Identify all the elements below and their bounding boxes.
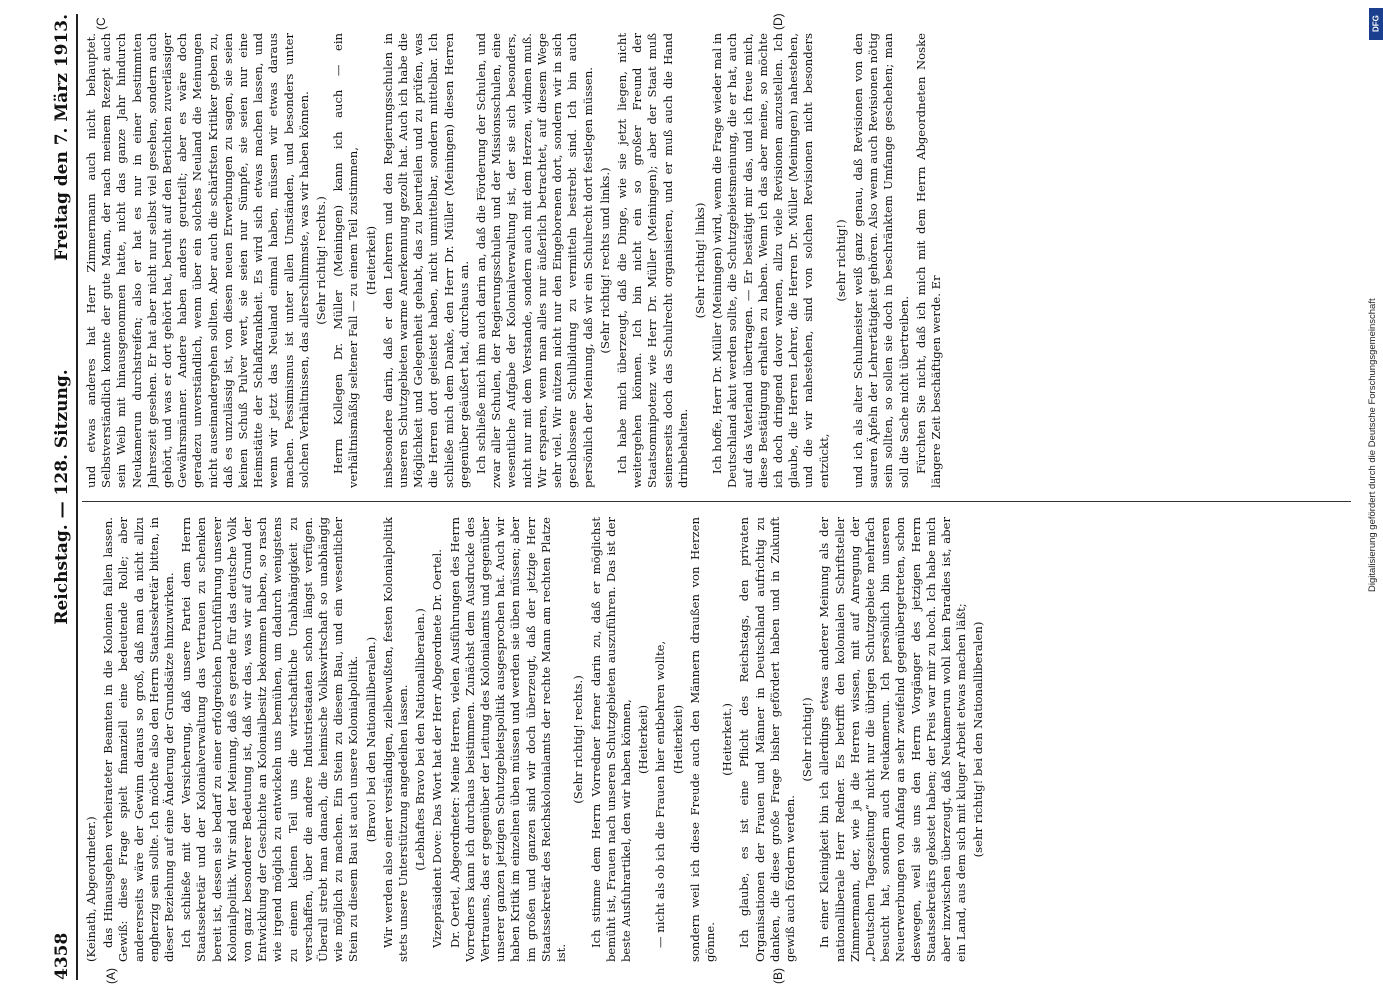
right-paragraph: Ich habe mich überzeugt, daß die Dinge, wie sie jetzt liegen, nicht weitergehen können. Ich bin nicht ein so großer Freund der Staatsomnipotenz wie Herr Dr. Müller (Meiningen); aber der Staat muß seinerseits doch das Schulrecht organisieren, und er muß auch die Hand drinbehalten.: [614, 33, 690, 488]
page-header: [52, 14, 78, 980]
left-paragraph: (Heiterkeit): [636, 704, 651, 775]
left-paragraph: (Keinath, Abgeordneter.): [84, 816, 98, 962]
credit-text: Digitalisierung gefördert durch die Deutsche Forschungsgemeinschaft: [1367, 298, 1378, 592]
left-paragraph: (sehr richtig! bei den Nationalliberalen): [971, 621, 986, 858]
left-paragraph: (Sehr richtig! rechts.): [571, 675, 586, 804]
left-paragraph: — nicht als ob ich die Frauen hier entbehren wollte,: [653, 640, 668, 948]
left-paragraph: Ich schließe mit der Versicherung, daß unsere Partei dem Herrn Staatssekretär und der Kolonialverwaltung das Vertrauen zu schenken bereit ist, dessen sie bedarf zu einer erfolgreichen Durchführung unserer Kolonialpolitik. Wir sind der Meinung, daß es gerade für das deutsche Volk von ganz besonderer Bedeutung ist, daß wir das, was wir auf Grund der Entwicklung der Geschichte an Kolonialbesitz bekommen haben, so rasch wie irgend möglich zu entwickeln uns bemühen, um dadurch wenigstens zu einem kleinen Teil uns die wirtschaftliche Unabhängigkeit zu verschaffen, über die andere Industriestaaten schon längst verfügen. Überall strebt man danach, die heimische Volkswirtschaft so unabhängig wie möglich zu machen. Ein Stein zu diesem Bau, und ein wesentlicher Stein zu diesem Bau ist auch unsere Kolonialpolitik.: [179, 517, 361, 962]
left-paragraph: sondern weil ich diese Freude auch den Männern draußen von Herzen gönne.: [687, 517, 717, 962]
page-body: [46, 6, 1361, 988]
left-paragraph: Vizepräsident Dove: Das Wort hat der Herr Abgeordnete Dr. Oertel.: [430, 549, 445, 948]
right-paragraph: Ich hoffe, Herr Dr. Müller (Meiningen) wird, wenn die Frage wieder mal in Deutschland akut werden sollte, die Schutzgebietsmeinung, die er hat, auch auf das Vaterland übertragen. — Er bestätigt mir das, und ich freue mich, diese Bestätigung erhalten zu haben. Wenn ich das aber meine, so möchte ich doch dringend davor warnen, allzu viele Revisionen anzustellen. Ich glaube, die Herren Lehrer, die Herren Dr. Müller (Meiningen) nahestehen, und die wir nahestehen, sind von solchen Revisionen nicht besonders entzückt,: [710, 33, 831, 488]
right-paragraph: (Sehr richtig! rechts.): [314, 196, 329, 325]
left-paragraph: (Heiterkeit.): [720, 703, 735, 776]
session-date: Freitag den 7. März 1913.: [52, 14, 72, 261]
margin-marker-c: (C: [94, 17, 108, 30]
digitization-credit: [1367, 8, 1383, 988]
right-paragraph: und ich als alter Schulmeister weiß ganz genau, daß Revisionen von den sauren Äpfeln der Lehrertätigkeit gehören. Also wenn auch Revisionen nötig sein sollten, so sollen sie doch in beschränktem Umfange geschehen; man soll die Sache nicht übertreiben.: [850, 33, 911, 488]
left-paragraph: Wir werden also einer verständigen, zielbewußten, festen Kolonialpolitik stets unsere Unterstützung angedeihen lassen.: [380, 517, 411, 962]
margin-marker-a: (A): [104, 968, 118, 984]
right-paragraph: Fürchten Sie nicht, daß ich mich mit dem Herrn Abgeordneten Noske längere Zeit beschäftigen werde. Er: [913, 33, 943, 488]
left-paragraph: Ich stimme dem Herrn Vorredner ferner darin zu, daß er möglichst bemüht ist, Frauen nach unseren Schutzgebieten auszuführen. Das ist der beste Ausfuhrartikel, den wir haben können,: [588, 517, 633, 962]
right-column: [84, 33, 1351, 488]
right-paragraph: insbesondere darin, daß er den Lehrern und den Regierungsschulen in unseren Schutzgebieten warme Anerkennung gezollt hat. Auch ich habe die Möglichkeit und Gelegenheit gehabt, das zu beurteilen und zu prüfen, was die Herren dort geleistet haben, nicht unmittelbar, sondern mittelbar. Ich schließe mich dem Danke, den Herr Dr. Müller (Meiningen) diesen Herren gegenüber geäußert hat, durchaus an.: [380, 33, 471, 488]
session-title: Reichstag. — 128. Sitzung.: [52, 369, 72, 625]
margin-marker-d: (D): [771, 13, 785, 30]
left-paragraph: Ich glaube, es ist eine Pflicht des Reichstags, den privaten Organisationen der Frauen und Männer in Deutschland aufrichtig zu danken, die diese große Frage bisher gefördert haben und in Zukunft gewiß auch fördern werden.: [737, 517, 797, 962]
right-paragraph: Herrn Kollegen Dr. Müller (Meiningen) kann ich auch — ein verhältnismäßig seltener Fall — zu einem Teil zustimmen,: [331, 33, 361, 488]
left-paragraph: das Hinausgehen verheirateter Beamten in die Kolonien fallen lassen. Gewiß: diese Frage spielt finanziell eine bedeutende Rolle; aber andererseits wäre der Gewinn daraus so groß, daß man da nicht allzu engherzig sein sollte. Ich möchte also den Herrn Staatssekretär bitten, in dieser Beziehung auf eine Änderung der Grundsätze hinzuwirken.: [101, 517, 177, 962]
right-paragraph: (Sehr richtig! rechts und links.): [597, 167, 612, 354]
left-paragraph: (Bravo! bei den Nationalliberalen.): [363, 636, 378, 843]
left-column: [84, 517, 1351, 962]
left-paragraph: (Heiterkeit): [670, 704, 685, 775]
right-paragraph: (Heiterkeit): [363, 225, 378, 296]
right-paragraph: Ich schließe mich ihm auch darin an, daß die Förderung der Schulen, und zwar aller Schulen, der Regierungsschulen und der Missionsschulen, eine wesentliche Aufgabe der Kolonialverwaltung ist, der sie sich besonders, nicht nur mit dem Verstande, sondern auch mit dem Herzen, widmen muß. Wir ersparen, wenn man alles nur äußerlich betrachtet, auf diesem Wege sehr viel. Wir nützen nicht nur den Eingeborenen dort, sondern wir in sich geschlossene Schulbildung zu vermitteln bestrebt sind. Ich bin auch persönlich der Meinung, daß wir ein Schulrecht dort festlegen müssen.: [474, 33, 595, 488]
margin-marker-b: (B): [771, 968, 785, 984]
left-paragraph: In einer Kleinigkeit bin ich allerdings etwas anderer Meinung als der nationalliberale Herr Redner. Es betrifft den kolonialen Schriftsteller Zimmermann, der, wie ja die Herren wissen, mit auf Anregung der „Deutschen Tageszeitung“ nicht nur die übrigen Schutzgebiete mehrfach besucht hat, sondern auch Neukamerun. Ich persönlich bin unseren Neuerwerbungen von Anfang an sehr zweifelnd gegenübergetreten, schon deswegen, weil sie uns den Herrn Vorgänger des jetzigen Herrn Staatssekretärs gekostet haben; der Preis war mir zu hoch. Ich habe mich aber inzwischen überzeugt, daß Neukamerun wohl kein Paradies ist, aber ein Land, aus dem sich mit kluger Arbeit etwas machen läßt;: [817, 517, 969, 962]
left-paragraph: Dr. Oertel, Abgeordneter: Meine Herren, vielen Ausführungen des Herrn Vorredners kann ich durchaus beistimmen. Zunächst dem Ausdrucke des Vertrauens, das er gegenüber der Leitung des Kolonialamts und gegenüber unserer ganzen jetzigen Schutzgebietspolitik ausgesprochen hat. Auch wir haben Kritik im einzelnen üben müssen und werden sie üben müssen; aber im großen und ganzen sind wir doch überzeugt, daß der jetzige Herr Staatssekretär des Reichskolonialamts der rechte Mann am rechten Platze ist.: [447, 517, 569, 962]
left-paragraph: (Lebhaftes Bravo bei den Nationalliberalen.): [413, 608, 428, 871]
right-paragraph: und etwas anderes hat Herr Zimmermann auch nicht behauptet. Selbstverständlich konnte der gute Mann, der nach meinem Rezept auch sein Weib mit hinausgenommen hatte, nicht das ganze Jahr hindurch Neukamerun durchstreifen; also er hat es nur in einer bestimmten Jahreszeit gesehen. Er hat aber nicht nur selbst viel gesehen, sondern auch gehört, und was er dort gehört hat, beruht auf den Berichten zuverlässiger Gewährsmänner. Andere haben anders geurteilt; aber es wäre doch geradezu unverständlich, wenn über ein solches Neuland die Meinungen nicht auseinandergehen sollten. Aber auch die schärfsten Kritiker geben zu, daß es unzulässig ist, von diesen neuen Erwerbungen zu sagen, sie seien keinen Schuß Pulver wert, sie seien nur Sümpfe, sie seien nur eine Heimstätte der Schlafkrankheit. Es wird sich etwas machen lassen, und wenn wir jetzt das Neuland einmal haben, müssen wir etwas daraus machen. Pessimismus ist unter allen Umständen, und besonders unter solchen Verhältnissen, das allerschlimmste, was wir haben können.: [84, 33, 311, 488]
rotated-page: [46, 0, 1301, 988]
dfg-logo: DFG: [1369, 8, 1383, 40]
left-paragraph: (Sehr richtig!): [800, 697, 815, 782]
right-paragraph: (Sehr richtig! links): [692, 202, 707, 319]
column-divider: [82, 501, 1351, 502]
right-paragraph: (sehr richtig!): [833, 219, 848, 302]
page-number: 4358: [52, 932, 72, 980]
